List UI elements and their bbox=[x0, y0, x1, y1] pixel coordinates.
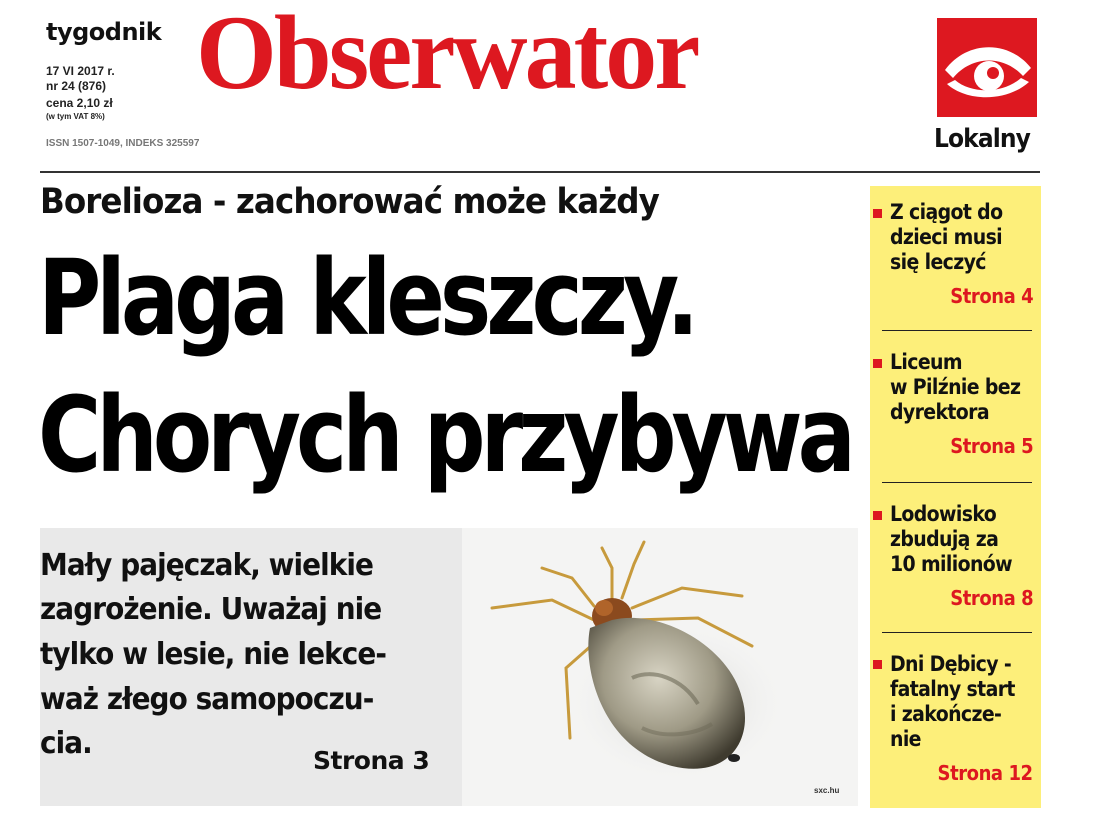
teaser-divider bbox=[882, 330, 1032, 331]
teaser-page-ref[interactable]: Strona 12 bbox=[937, 761, 1033, 785]
masthead-title: Obserwator bbox=[196, 0, 698, 111]
headline-line-2: Chorych przybywa bbox=[38, 374, 851, 496]
masthead-subtitle: Lokalny bbox=[934, 124, 1030, 154]
teaser-divider bbox=[882, 482, 1032, 483]
teaser-bullet bbox=[873, 209, 882, 218]
photo-credit: sxc.hu bbox=[814, 786, 840, 795]
deck-line: cia. bbox=[40, 726, 92, 761]
teaser-title[interactable]: Dni Dębicy - bbox=[890, 652, 1012, 676]
teaser-title[interactable]: nie bbox=[890, 727, 921, 751]
teaser-title[interactable]: Liceum bbox=[890, 350, 962, 374]
teaser-page-ref[interactable]: Strona 5 bbox=[950, 434, 1033, 458]
deck-line: tylko w lesie, nie lekce- bbox=[40, 637, 387, 672]
masthead-divider bbox=[40, 171, 1040, 173]
teaser-title[interactable]: 10 milionów bbox=[890, 552, 1012, 576]
issn-line: ISSN 1507-1049, INDEKS 325597 bbox=[46, 138, 200, 149]
teaser-title[interactable]: fatalny start bbox=[890, 677, 1015, 701]
tick-photo bbox=[462, 528, 858, 806]
teaser-title[interactable]: zbudują za bbox=[890, 527, 999, 551]
issue-price: cena 2,10 zł bbox=[46, 96, 113, 110]
teaser-title[interactable]: Z ciągot do bbox=[890, 200, 1003, 224]
kicker: Borelioza - zachorować może każdy bbox=[40, 182, 659, 222]
deck-line: Mały pajęczak, wielkie bbox=[40, 548, 374, 583]
teaser-page-ref[interactable]: Strona 8 bbox=[950, 586, 1033, 610]
issue-date: 17 VI 2017 r. bbox=[46, 64, 115, 78]
deck-line: zagrożenie. Uważaj nie bbox=[40, 592, 382, 627]
lead-page-ref: Strona 3 bbox=[313, 746, 430, 775]
eye-logo-icon bbox=[937, 18, 1037, 117]
headline-line-1: Plaga kleszczy. bbox=[38, 237, 695, 359]
deck-line: waż złego samopoczu- bbox=[40, 682, 374, 717]
teaser-page-ref[interactable]: Strona 4 bbox=[950, 284, 1033, 308]
issue-number: nr 24 (876) bbox=[46, 79, 107, 93]
teaser-title[interactable]: dzieci musi bbox=[890, 225, 1003, 249]
teaser-bullet bbox=[873, 511, 882, 520]
teaser-title[interactable]: i zakończe- bbox=[890, 702, 1002, 726]
teaser-bullet bbox=[873, 359, 882, 368]
teaser-divider bbox=[882, 632, 1032, 633]
teaser-title[interactable]: w Pilźnie bez bbox=[890, 375, 1021, 399]
weekly-label: tygodnik bbox=[46, 18, 162, 46]
teaser-title[interactable]: dyrektora bbox=[890, 400, 989, 424]
teaser-bullet bbox=[873, 660, 882, 669]
vat-note: (w tym VAT 8%) bbox=[46, 112, 105, 121]
teaser-title[interactable]: się leczyć bbox=[890, 250, 986, 274]
teaser-title[interactable]: Lodowisko bbox=[890, 502, 997, 526]
